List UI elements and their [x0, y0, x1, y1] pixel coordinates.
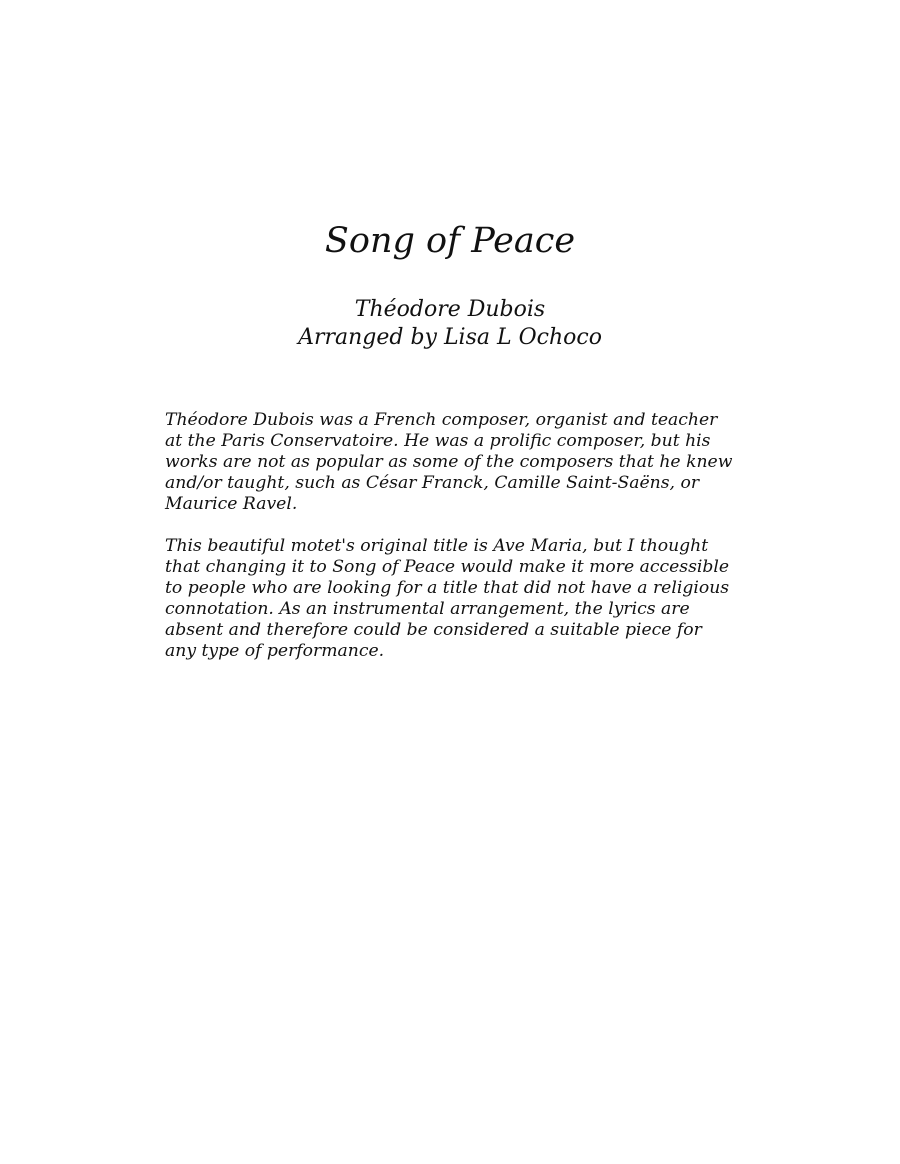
- composer-name: Théodore Dubois: [354, 297, 546, 322]
- intro-paragraph: Théodore Dubois was a French composer, organist and teacher at the Paris Conservatoire. He was a prolific composer, but his works are not as popular as some of the composers that he knew and/or taught, such as César Franck, Camille Saint-Saëns, or Maurice Ravel.: [165, 410, 733, 514]
- arrangement-note-paragraph: This beautiful motet's original title is Ave Maria, but I thought that changing it to Song of Peace would make it more accessible to people who are looking for a title that did not have a religious connotation. As an instrumental arrangement, the lyrics are absent and therefore could be considered a suitable piece for any type of performance.: [165, 536, 730, 661]
- page-title: Song of Peace: [324, 221, 576, 261]
- arranger-credit: Arranged by Lisa L Ochoco: [298, 325, 602, 350]
